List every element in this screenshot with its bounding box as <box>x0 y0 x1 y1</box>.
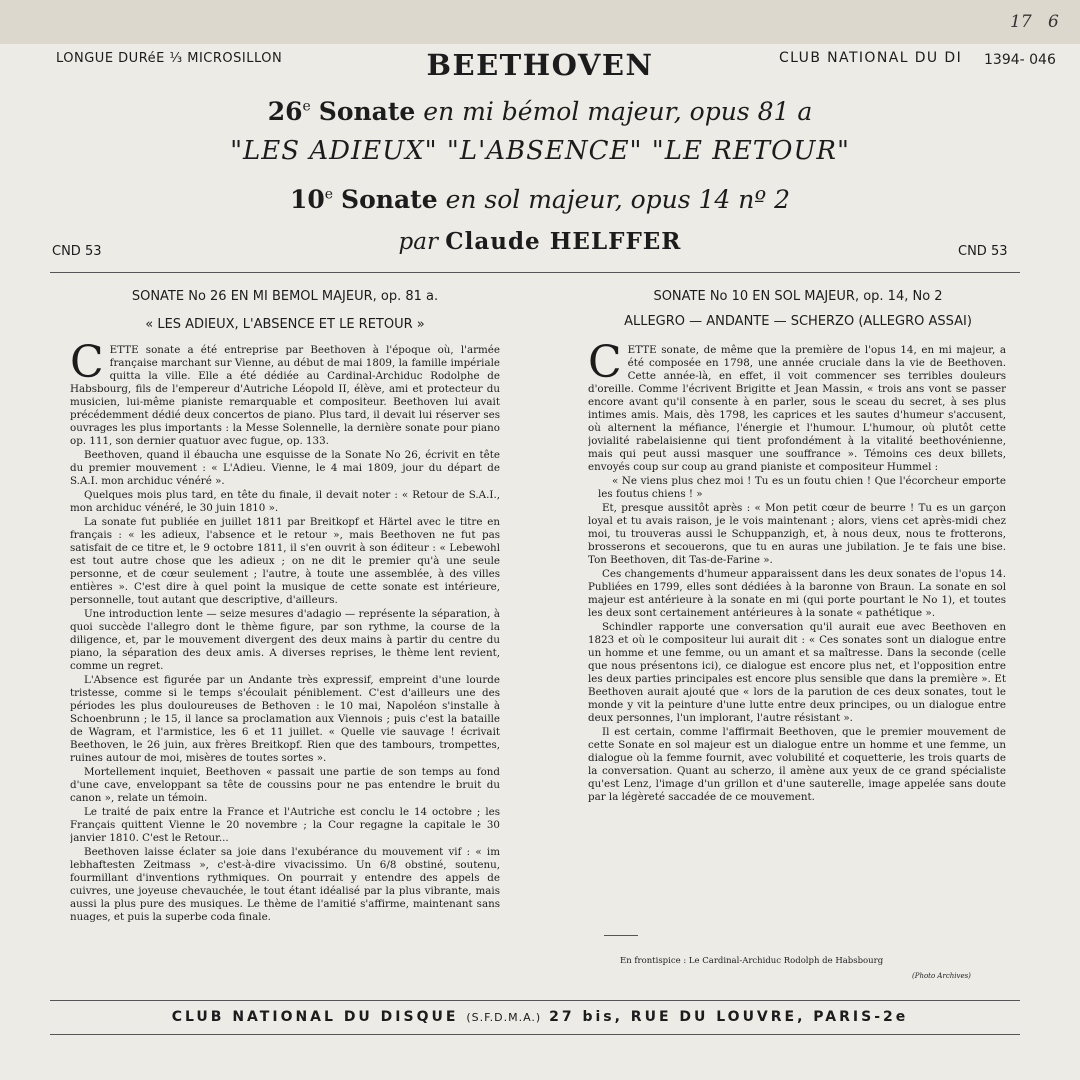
photo-credit: (Photo Archives) <box>912 972 971 980</box>
sonata-10-number: 10 <box>290 185 325 214</box>
top-edge-strip <box>0 0 1080 44</box>
left-paragraph-3: Quelques mois plus tard, en tête du finale, il devait noter : « Retour de S.A.I., mon archiduc vénéré, le 30 juin 1810 ». <box>70 489 500 514</box>
left-paragraph-5: Une introduction lente — seize mesures d'adagio — représente la séparation, à quoi succède l'allegro dont le thème figure, par son rythme, la course de la diligence, et, par le mouvement divergent des deux mains à partir du centre du piano, la séparation des deux amis. A diverses reprises, le thème lent revient, comme un regret. <box>70 608 500 672</box>
performer-line <box>0 228 1080 255</box>
footer-divider-bottom <box>50 1034 1020 1035</box>
left-paragraph-1: ETTE sonate a été entreprise par Beethoven à l'époque où, l'armée française marchant sur Vienne, au début de mai 1809, la famille impériale quitta la ville. Elle a été dédiée au Cardinal-Archiduc Rodolphe de Habsbourg, fils de l'empereur d'Autriche Léopold II, élève, ami et protecteur du musicien, lui-même pianiste remarquable et compositeur. Beethoven lui avait précédemment dédié deux concertos de piano. Plus tard, il devait lui réserver ses ouvrages les plus importants : la Messe Solennelle, la dernière sonate pour piano op. 111, son dernier quatuor avec fugue, op. 133. <box>70 344 500 447</box>
sonata-10-word: Sonate <box>341 185 438 214</box>
cnd-number-right: CND 53 <box>958 244 1008 259</box>
left-column-title: SONATE No 26 EN MI BEMOL MAJEUR, op. 81 a. <box>131 289 439 304</box>
sonata-26-title <box>0 97 1080 126</box>
right-quote-2: Et, presque aussitôt après : « Mon petit cœur de beurre ! Tu es un garçon loyal et tu avais raison, je le vois maintenant ; alors, viens cet après-midi chez moi, tu trouveras aussi le Schuppanzigh, et, à nous deux, nous te frotterons, brosserons et secouerons, que tu en auras une jubilation. Je te fais une bise. Ton Beethoven, dit Tas-de-Farine ». <box>588 502 1006 566</box>
left-column-subtitle: « LES ADIEUX, L'ABSENCE ET LE RETOUR » <box>145 317 425 332</box>
left-column-text <box>70 344 500 992</box>
composer-title: BEETHOVEN <box>426 48 654 82</box>
footer-divider-top <box>50 1000 1020 1001</box>
handwritten-number-right: 6 <box>1048 12 1059 32</box>
sonata-10-sup: e <box>324 186 334 203</box>
sonata-26-key: en mi bémol majeur, opus 81 a <box>423 97 813 126</box>
right-column-title: SONATE No 10 EN SOL MAJEUR, op. 14, No 2 <box>653 289 943 304</box>
sonata-26-word: Sonate <box>318 97 416 126</box>
left-dropcap: C <box>70 344 104 388</box>
footer-street: 27 bis, RUE DU LOUVRE, PARIS-2e <box>549 1009 909 1025</box>
sonata-10-key: en sol majeur, opus 14 nº 2 <box>445 185 790 214</box>
performer-prefix: par <box>398 229 438 255</box>
sonata-26-sup: e <box>302 98 311 115</box>
left-paragraph-9: Beethoven laisse éclater sa joie dans l'exubérance du mouvement vif : « im lebhaftesten Zeitmass », c'est-à-dire vivacissimo. Un 6/8 obstiné, soutenu, fourmillant d'inventions rythmiques. On pourrait y entendre des appels de cuivres, une joyeuse chevauchée, le tout étant idéalisé par la plus vibrante, mais aussi la plus pure des musiques. Le thème de l'amitié s'affirme, maintenant sans nuages, et puis la superbe coda finale. <box>70 846 500 923</box>
handwritten-number-left: 17 <box>1010 12 1032 32</box>
header-divider <box>50 272 1020 273</box>
left-paragraph-2: Beethoven, quand il ébaucha une esquisse de la Sonate No 26, écrivit en tête du premier mouvement : « L'Adieu. Vienne, le 4 mai 1809, jour du départ de S.A.I. mon archiduc vénéré ». <box>70 449 500 487</box>
format-label: LONGUE DURéE ⅓ MICROSILLON <box>56 51 283 66</box>
right-quote-1: « Ne viens plus chez moi ! Tu es un foutu chien ! Que l'écorcheur emporte les foutus chiens ! » <box>598 475 1006 500</box>
frontispiece-credit: En frontispice : Le Cardinal-Archiduc Rodolph de Habsbourg <box>620 956 884 966</box>
right-column-subtitle: ALLEGRO — ANDANTE — SCHERZO (ALLEGRO ASSAI) <box>624 314 972 329</box>
sonata-10-title <box>0 185 1080 214</box>
right-paragraph-3: Schindler rapporte une conversation qu'il aurait eue avec Beethoven en 1823 et où le compositeur lui aurait dit : « Ces sonates sont un dialogue entre un homme et une femme, ou un amant et sa maîtresse. Dans la seconde (celle que nous présentons ici), ce dialogue est encore plus net, et l'opposition entre les deux parties principales est encore plus sensible que dans la première ». Et Beethoven aurait ajouté que « lors de la parution de ces deux sonates, tout le monde y vit la peinture d'une lutte entre deux principes, ou un dialogue entre deux personnes, l'un implorant, l'autre résistant ». <box>588 621 1006 724</box>
right-paragraph-2: Ces changements d'humeur apparaissent dans les deux sonates de l'opus 14. Publiées en 1799, elles sont dédiées à la baronne von Braun. La sonate en sol majeur est antérieure à la sonate en mi (qui porte pourtant le No 1), et toutes les deux sont certainement antérieures à la sonate « pathétique ». <box>588 568 1006 619</box>
right-dropcap: C <box>588 344 622 388</box>
left-paragraph-7: Mortellement inquiet, Beethoven « passait une partie de son temps au fond d'une cave, enveloppant sa tête de coussins pour ne pas entendre le bruit du canon », relate un témoin. <box>70 766 500 804</box>
catalog-sticker: 1394- 046 <box>984 52 1056 68</box>
credit-divider <box>604 935 638 936</box>
left-paragraph-4: La sonate fut publiée en juillet 1811 par Breitkopf et Härtel avec le titre en français : « les adieux, l'absence et le retour », mais Beethoven ne fut pas satisfait de ce titre et, le 9 octobre 1811, il s'en ouvrit à son éditeur : « Lebewohl est tout autre chose que les adieux ; on ne dit le premier qu'à une seule personne, et de cœur seulement ; l'autre, à toute une assemblée, à des villes entières ». C'est dire à quel point la musique de cette sonate est intérieure, personnelle, tout autant que descriptive, d'ailleurs. <box>70 516 500 606</box>
right-paragraph-1: ETTE sonate, de même que la première de l'opus 14, en mi majeur, a été composée en 1798, une année cruciale dans la vie de Beethoven. Cette année-là, en effet, il voit commencer ses terribles douleurs d'oreille. Comme l'écrivent Brigitte et Jean Massin, « trois ans vont se passer encore avant qu'il consente à en parler, sous le sceau du secret, à ses plus intimes amis. Mais, dès 1798, les caprices et les sautes d'humeur s'accusent, où alternent la méfiance, l'énergie et l'humour. L'humour, où plutôt cette jovialité rabelaisienne qui tient profondément à la vitalité beethovénienne, mais qui peut aussi masquer une souffrance ». Témoins ces deux billets, envoyés coup sur coup au grand pianiste et compositeur Hummel : <box>588 344 1006 473</box>
performer-name: Claude HELFFER <box>445 228 682 255</box>
footer-sfdma: (S.F.D.M.A.) <box>466 1011 542 1024</box>
left-paragraph-8: Le traité de paix entre la France et l'Autriche est conclu le 14 octobre ; les Français quittent Vienne le 20 novembre ; la Cour regagne la capitale le 30 janvier 1810. C'est le Retour... <box>70 806 500 844</box>
publisher-label: CLUB NATIONAL DU DI <box>779 50 963 66</box>
left-paragraph-6: L'Absence est figurée par un Andante très expressif, empreint d'une lourde tristesse, comme si le temps s'écoulait péniblement. C'est d'ailleurs une des périodes les plus douloureuses de Bethoven : le 10 mai, Napoléon s'installe à Schoenbrunn ; le 15, il lance sa proclamation aux Viennois ; puis c'est la bataille de Wagram, et l'armistice, les 6 et 11 juillet. « Quelle vie sauvage ! écrivait Beethoven, le 26 juin, aux frères Breitkopf. Rien que des tambours, trompettes, ruines autour de moi, misères de toutes sortes ». <box>70 674 500 764</box>
right-paragraph-4: Il est certain, comme l'affirmait Beethoven, que le premier mouvement de cette Sonate en sol majeur est un dialogue entre un homme et une femme, un dialogue où la femme fournit, avec volubilité et coquetterie, les trois quarts de la conversation. Quant au scherzo, il amène aux yeux de ce grand spécialiste qu'est Lenz, l'image d'un grillon et d'une sauterelle, image appelée sans doute par la légèreté saccadée de ce mouvement. <box>588 726 1006 803</box>
sonata-26-number: 26 <box>267 97 303 126</box>
footer-address <box>0 1009 1080 1025</box>
cnd-number-left: CND 53 <box>52 244 102 259</box>
footer-club-name: CLUB NATIONAL DU DISQUE <box>171 1009 459 1025</box>
right-column-text <box>588 344 1006 904</box>
sonata-26-subtitle: "LES ADIEUX" "L'ABSENCE" "LE RETOUR" <box>230 136 850 166</box>
